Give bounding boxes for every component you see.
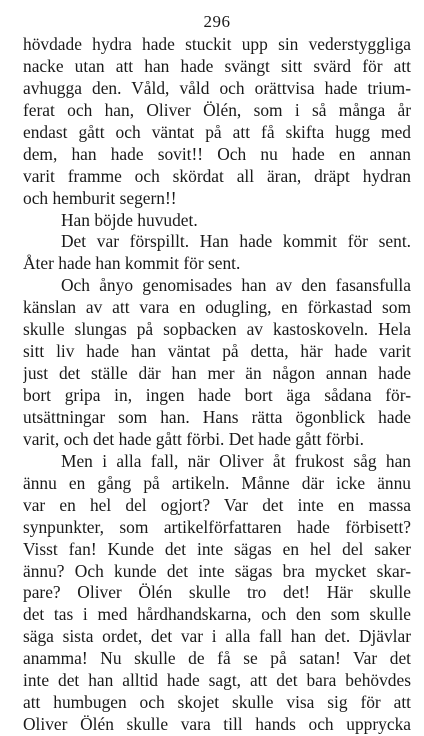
text-line: bort gripa in, ingen hade bort äga sådana för- <box>23 385 411 405</box>
text-line: anamma! Nu skulle de få se på satan! Var det <box>23 648 411 669</box>
text-line: nacke utan att han hade svängt sitt svärd för att <box>23 55 411 76</box>
text-line: Oliver Ölén skulle vara till hands och upprycka <box>23 714 411 735</box>
text-line: dem, han hade sovit!! Och nu hade en annan <box>23 143 411 164</box>
text-line: Och ånyo genomisades han av den fasansfulla <box>61 275 411 296</box>
text-line: varit, och det hade gått förbi. Det hade gått förbi. <box>23 428 364 449</box>
text-line: Det var förspillt. Han hade kommit för sent. <box>61 231 411 252</box>
text-line: just det ställe där han mer än någon annan hade <box>23 363 411 384</box>
text-line: var en hel del ogjort? Var det inte en massa <box>23 494 411 515</box>
text-line: Åter hade han kommit för sent. <box>23 253 241 274</box>
text-line: pare? Oliver Ölén skulle tro det! Här skulle <box>23 582 411 603</box>
text-line: Men i alla fall, när Oliver åt frukost såg han <box>61 450 411 471</box>
text-line: avhugga den. Våld, våld och orättvisa hade trium- <box>23 77 411 98</box>
text-line: och hemburit segern!! <box>23 187 177 208</box>
text-line: Han böjde huvudet. <box>61 209 198 230</box>
text-line: sitt liv hade han väntat på detta, här hade varit <box>23 341 411 362</box>
text-line: varit framme och skördat all äran, dräpt hydran <box>23 165 411 186</box>
text-line: synpunkter, som artikelförfattaren hade förbisett? <box>23 516 411 537</box>
text-line: Visst fan! Kunde det inte sägas en hel del saker <box>23 538 411 559</box>
text-line: utsättningar som han. Hans rätta ögonblick hade <box>23 406 411 427</box>
text-line: säga sista ordet, det var i alla fall han det. Djävlar <box>23 626 411 647</box>
text-line: att humbugen och skojet skulle visa sig för att <box>23 692 411 713</box>
text-line: skulle slungas på sopbacken av kastoskoveln. Hela <box>23 319 411 340</box>
text-line: inte det han alltid hade sagt, att det bara behövdes <box>23 670 411 691</box>
text-line: endast gått och väntat på att få skifta hugg med <box>23 121 411 142</box>
text-line: det tas i med hårdhandskarna, och den som skulle <box>23 604 411 625</box>
body-text <box>23 34 411 736</box>
text-line: hövdade hydra hade stuckit upp sin vederstyggliga <box>23 34 411 54</box>
text-line: ferat och han, Oliver Ölén, som i så många år <box>23 99 411 120</box>
text-line: ännu? Och kunde det inte sägas bra mycket skar- <box>23 560 411 581</box>
text-line: känslan av att vara en odugling, en förkastad som <box>23 297 411 318</box>
text-line: ännu en gång på artikeln. Månne där icke ännu <box>23 472 411 493</box>
page-number: 296 <box>203 12 231 31</box>
